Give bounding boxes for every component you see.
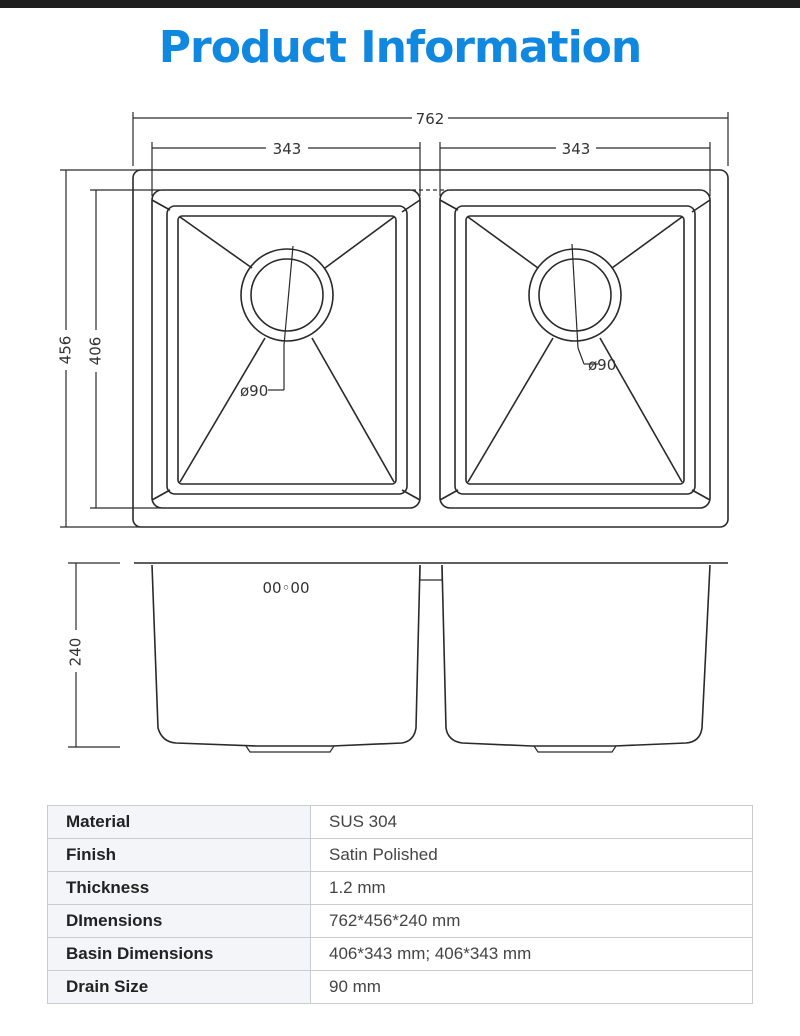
spec-value-finish: Satin Polished: [311, 839, 753, 872]
dim-343-left: 343: [272, 140, 302, 158]
spec-label-drain-size: Drain Size: [48, 971, 311, 1004]
spec-value-dimensions: 762*456*240 mm: [311, 905, 753, 938]
sink-outline: [133, 170, 728, 527]
left-drain-outlet: [246, 746, 334, 752]
basin-width-dimensions: [152, 142, 710, 196]
spec-value-basin-dimensions: 406*343 mm; 406*343 mm: [311, 938, 753, 971]
spec-label-finish: Finish: [48, 839, 311, 872]
spec-value-thickness: 1.2 mm: [311, 872, 753, 905]
spec-label-dimensions: DImensions: [48, 905, 311, 938]
spec-value-drain-size: 90 mm: [311, 971, 753, 1004]
table-row: [48, 806, 753, 839]
sink-technical-drawing: [0, 100, 800, 760]
table-row: [48, 872, 753, 905]
dim-343-right: 343: [561, 140, 591, 158]
dim-406: 406: [86, 336, 105, 366]
spec-label-thickness: Thickness: [48, 872, 311, 905]
left-drain-inner: [251, 259, 323, 331]
dim-762: 762: [415, 110, 445, 128]
table-row: [48, 938, 753, 971]
top-view: [57, 110, 729, 527]
spec-label-material: Material: [48, 806, 311, 839]
front-view: [67, 563, 729, 752]
overflow-holes: 00◦00: [262, 579, 310, 597]
left-drain-outer: [241, 249, 333, 341]
spec-value-material: SUS 304: [311, 806, 753, 839]
left-basin: [152, 190, 420, 508]
left-drain-dimension: ø90: [240, 382, 269, 400]
spec-label-basin-dimensions: Basin Dimensions: [48, 938, 311, 971]
right-drain-dimension: ø90: [588, 356, 617, 374]
table-row: [48, 905, 753, 938]
table-row: [48, 971, 753, 1004]
right-basin: [440, 190, 710, 508]
table-row: [48, 839, 753, 872]
dim-240: 240: [66, 637, 85, 667]
right-bowl-profile: [442, 565, 710, 746]
dim-456: 456: [56, 335, 75, 365]
right-drain-outlet: [534, 746, 616, 752]
spec-table: [47, 805, 753, 1004]
page-title: Product Information: [158, 22, 642, 73]
top-bar: [0, 0, 800, 8]
depth-dimensions: [60, 170, 160, 527]
